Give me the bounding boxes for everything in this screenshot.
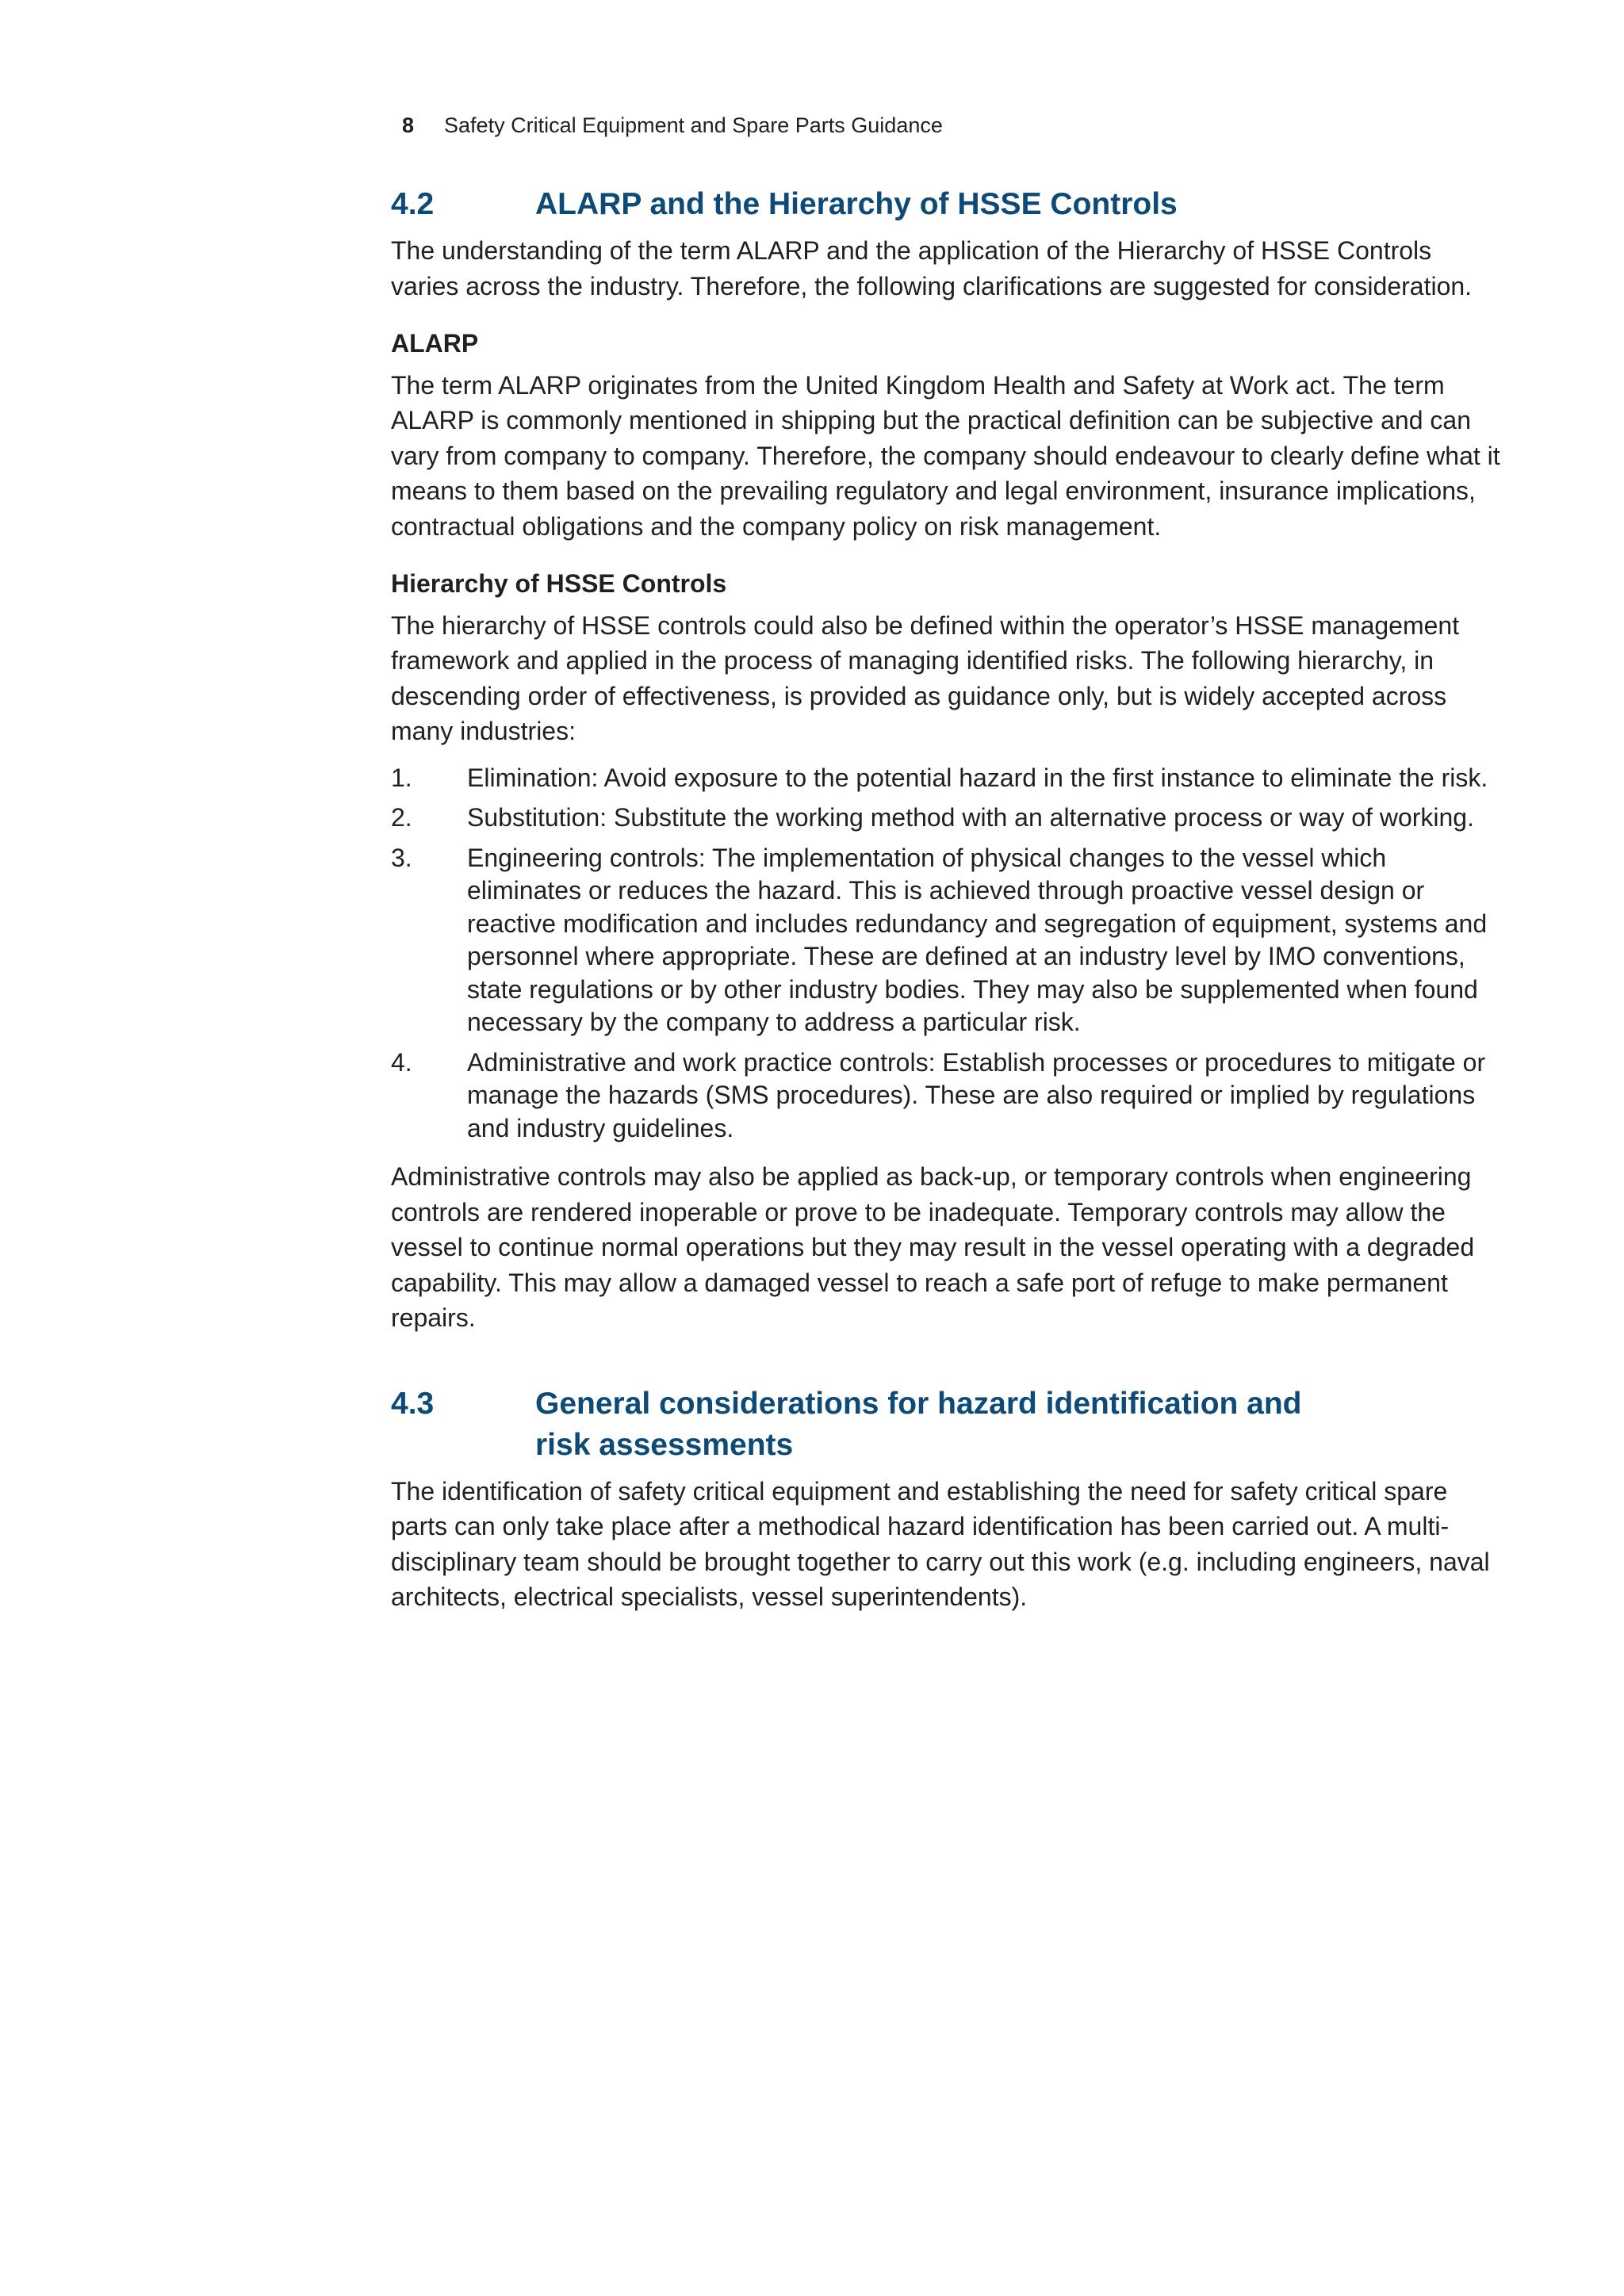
list-item-number: 1. bbox=[391, 763, 412, 792]
list-item bbox=[391, 1047, 1501, 1146]
list-item-text: Elimination: Avoid exposure to the potential hazard in the first instance to eliminate the risk. bbox=[467, 763, 1488, 792]
hazard-identification-paragraph: The identification of safety critical equipment and establishing the need for safety critical spare parts can only take place after a methodical hazard identification has been carried out. A multi-disciplinary team should be brought together to carry out this work (e.g. including engineers, naval architects, electrical specialists, vessel superintendents). bbox=[391, 1476, 1490, 1611]
list-item bbox=[391, 842, 1501, 1039]
section-intro-paragraph: The understanding of the term ALARP and the application of the Hierarchy of HSSE Controls varies across the industry. Therefore, the following clarifications are suggested for consideration. bbox=[391, 236, 1473, 300]
section-number: 4.2 bbox=[391, 187, 435, 221]
list-item bbox=[391, 762, 1501, 795]
alarp-subheading: ALARP bbox=[391, 329, 479, 358]
hierarchy-list bbox=[391, 762, 1501, 1146]
list-item-number: 3. bbox=[391, 843, 412, 872]
section-heading-4-3 bbox=[391, 1383, 1501, 1466]
running-header bbox=[402, 109, 943, 141]
page-number: 8 bbox=[402, 113, 415, 137]
list-item-number: 2. bbox=[391, 803, 412, 832]
section-title-line: General considerations for hazard identification and bbox=[535, 1386, 1302, 1421]
section-title bbox=[535, 1383, 1501, 1466]
hierarchy-subheading: Hierarchy of HSSE Controls bbox=[391, 569, 727, 598]
list-item-number: 4. bbox=[391, 1047, 412, 1077]
list-item-text: Engineering controls: The implementation of physical changes to the vessel which eliminates or reduces the hazard. This is achieved through proactive vessel design or reactive modification and includes redundancy and segregation of equipment, systems and personnel where appropriate. These are defined at an industry level by IMO conventions, state regulations or by other industry bodies. They may also be supplemented when found necessary by the company to address a particular risk. bbox=[467, 843, 1488, 1036]
main-content bbox=[391, 184, 1501, 1615]
section-title-line: risk assessments bbox=[535, 1427, 794, 1462]
administrative-controls-paragraph: Administrative controls may also be applied as back-up, or temporary controls when engineering controls are rendered inoperable or prove to be inadequate. Temporary controls may allow the vessel to continue normal operations but they may result in the vessel operating with a degraded capability. This may allow a damaged vessel to reach a safe port of refuge to make permanent repairs. bbox=[391, 1162, 1475, 1332]
section-title: ALARP and the Hierarchy of HSSE Controls bbox=[535, 187, 1178, 221]
list-item-text: Administrative and work practice controls: Establish processes or procedures to mitigate or manage the hazards (SMS procedures). These are also required or implied by regulations and industry guidelines. bbox=[467, 1047, 1486, 1142]
section-number: 4.3 bbox=[391, 1386, 435, 1421]
hierarchy-paragraph: The hierarchy of HSSE controls could also be defined within the operator’s HSSE management framework and applied in the process of managing identified risks. The following hierarchy, in descending order of effectiveness, is provided as guidance only, but is widely accepted across many industries: bbox=[391, 610, 1460, 745]
document-title: Safety Critical Equipment and Spare Parts Guidance bbox=[444, 113, 943, 137]
alarp-paragraph: The term ALARP originates from the United Kingdom Health and Safety at Work act. The term ALARP is commonly mentioned in shipping but the practical definition can be subjective and can vary from company to company. Therefore, the company should endeavour to clearly define what it means to them based on the prevailing regulatory and legal environment, insurance implications, contractual obligations and the company policy on risk management. bbox=[391, 370, 1500, 541]
list-item-text: Substitution: Substitute the working method with an alternative process or way of working. bbox=[467, 803, 1474, 832]
list-item bbox=[391, 802, 1501, 835]
section-heading-4-2 bbox=[391, 184, 1501, 225]
